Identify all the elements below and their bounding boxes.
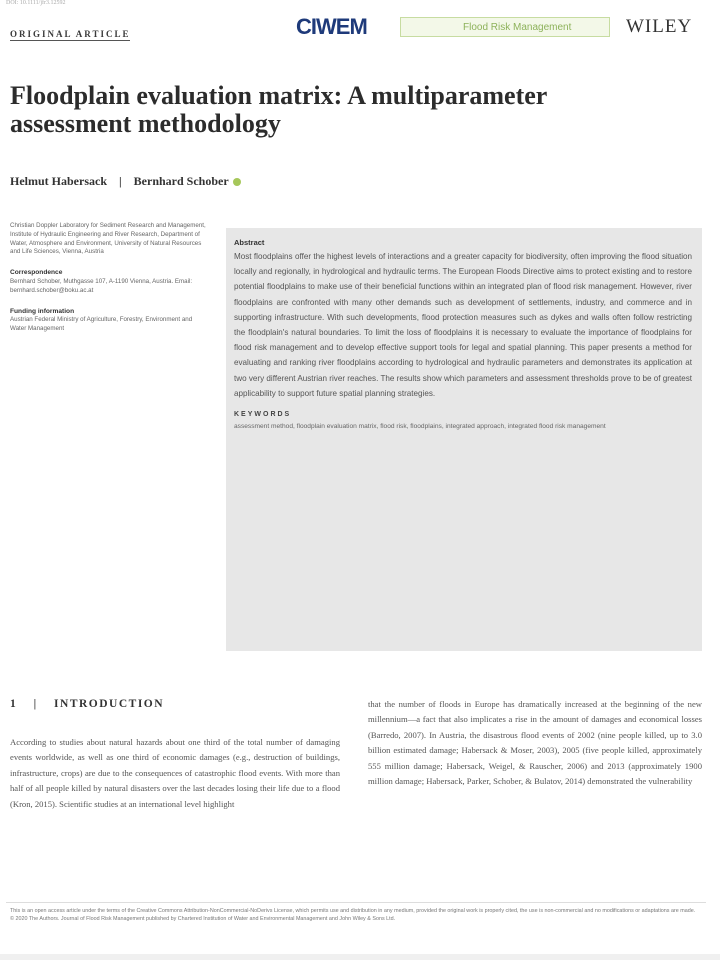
affiliation: Christian Doppler Laboratory for Sediment Research and Management, Institute of Hydraulic Engineering and River Research, Department of Water, Atmosphere and Environment, University of Natural Resources and Life Sciences, Vienna, Austria xyxy=(10,222,206,256)
body-column-right: that the number of floods in Europe has dramatically increased at the beginning of the new millennium—a fact that also implicates a rise in the amount of damages and economical losses (Barredo, 2007). In Austria, the disastrous flood events of 2002 (nine people killed, up to 3.0 billion estimated damage; Habersack & Moser, 2003), 2005 (five people killed, approximately 555 million damage; Habersack, Weigel, & Rauscher, 2006) and 2013 (approximately 1900 million damage; Habersack, Parker, Schober, & Bulatov, 2014) demonstrated the vulnerability xyxy=(368,699,702,787)
wiley-logo: WILEY xyxy=(626,16,693,37)
keywords-heading: KEYWORDS xyxy=(234,411,292,419)
section-number: 1 xyxy=(10,698,18,710)
page-bottom-strip xyxy=(0,954,720,960)
journal-banner: Flood Risk Management xyxy=(400,17,610,37)
keywords-text: assessment method, floodplain evaluation matrix, flood risk, floodplains, integrated approach, integrated flood risk management xyxy=(234,423,606,431)
article-info-sidebar xyxy=(10,222,206,346)
ciwem-logo: CIWEM xyxy=(296,14,367,39)
article-title: Floodplain evaluation matrix: A multiparameter assessment methodology xyxy=(10,81,547,138)
author-separator: | xyxy=(119,174,122,188)
footer-notes xyxy=(10,907,700,923)
footer-divider xyxy=(6,902,706,903)
doi-note: DOI: 10.1111/jfr3.12592 xyxy=(6,0,66,6)
orcid-icon[interactable] xyxy=(233,178,241,186)
article-type-label: ORIGINAL ARTICLE xyxy=(10,29,131,39)
license-note: This is an open access article under the terms of the Creative Commons Attribution-NonCommercial-NoDerivs License, which permits use and distribution in any medium, provided the original work is properly cited, the use is non-commercial and no modifications or adaptations are made. xyxy=(10,908,696,914)
author-list xyxy=(10,174,241,189)
author-name[interactable]: Helmut Habersack xyxy=(10,174,107,188)
author-name xyxy=(134,174,242,189)
section-title: INTRODUCTION xyxy=(54,698,165,710)
funding-text: Austrian Federal Ministry of Agriculture, Forestry, Environment and Water Management xyxy=(10,316,193,333)
correspondence-block xyxy=(10,269,206,295)
abstract-heading: Abstract xyxy=(234,238,265,247)
correspondence-heading: Correspondence xyxy=(10,269,63,277)
author-name-text[interactable]: Bernhard Schober xyxy=(133,174,229,188)
section-heading xyxy=(10,698,164,710)
copyright-note: © 2020 The Authors. Journal of Flood Risk Management published by Chartered Institution of Water and Environmental Management and John Wiley & Sons Ltd. xyxy=(10,916,396,922)
correspondence-text[interactable]: Bernhard Schober, Muthgasse 107, A-1190 Vienna, Austria. Email: bernhard.schober@boku.ac.at xyxy=(10,277,193,294)
funding-block xyxy=(10,308,206,334)
abstract-box xyxy=(226,228,702,651)
funding-heading: Funding information xyxy=(10,307,75,315)
abstract-text: Most floodplains offer the highest levels of interactions and a greater capacity for biodiversity, often improving the flood situation locally and regionally, in hydrological and hydraulic terms. The European Floods Directive aims to protect existing and to restore potential floodplains to make use of their beneficial functions within an integrated plan of flood risk management. However, river floodplains are confronted with many other demands such as development of settlements, industry, and commerce and in supporting infrastructure. With such developments, flood protection measures such as dykes and walls often follow restricting the floodplain's natural boundaries. To limit the loss of floodplains it is necessary to evaluate the importance of floodplains for flood risk management and to develop effective support tools for legal and spatial planning. This paper presents a method for evaluating and ranking river floodplains according to hydrological and hydraulic parameters and demonstrates its application at two very different Austrian river reaches. The results show which parameters and assessment thresholds prove to be of greatest applicability to support future spatial planning strategies. xyxy=(234,252,692,398)
section-separator: | xyxy=(33,698,38,710)
body-column-left: According to studies about natural hazards about one third of the total number of damaging events worldwide, as well as one third of economic damages (e.g., destruction of buildings, infrastructure, crops) are due to the consequences of catastrophic flood events. With more than half of all people killed by natural disasters over the last decades losing their life due to a flood (Kron, 2015). Scientific studies at an international level highlight xyxy=(10,737,340,809)
